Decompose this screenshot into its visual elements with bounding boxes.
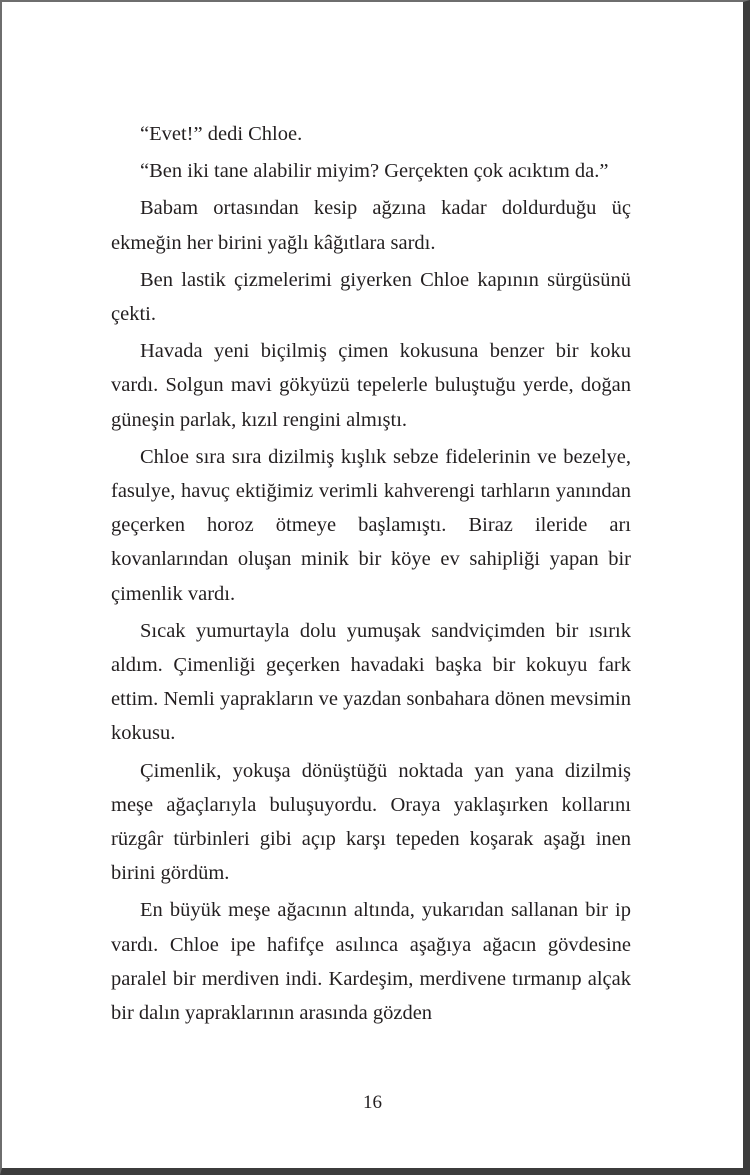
paragraph: “Evet!” dedi Chloe.: [140, 123, 303, 145]
paragraph: “Ben iki tane alabilir miyim? Gerçekten çok acıktım da.”: [140, 160, 609, 183]
page-number: 16: [363, 1092, 382, 1113]
body-text: [111, 117, 631, 1030]
paragraph: Chloe sıra sıra dizilmiş kışlık sebze fidelerinin ve bezelye, fasulye, havuç ektiğimiz verimli kahverengi tarhların yanından geçerken horoz ötmeye başlamıştı. Biraz ileride arı kovanlarından oluşan minik bir köye ev sahipliği yapan bir çimenlik vardı.: [111, 445, 631, 605]
paragraph: Sıcak yumurtayla dolu yumuşak sandviçimden bir ısırık aldım. Çimenliği geçerken havadaki başka bir kokuyu fark ettim. Nemli yaprakların ve yazdan sonbahara dönen mevsimin kokusu.: [111, 619, 631, 745]
paragraph: En büyük meşe ağacının altında, yukarıdan sallanan bir ip vardı. Chloe ipe hafifçe asılınca aşağıya ağacın gövdesine paralel bir merdiven indi. Kardeşim, merdivene tırmanıp alçak bir dalın yapraklarının arasında gözden: [111, 899, 631, 1025]
paragraph: Çimenlik, yokuşa dönüştüğü noktada yan yana dizilmiş meşe ağaçlarıyla buluşuyordu. Oraya yaklaşırken kollarını rüzgâr türbinleri gibi açıp karşı tepeden koşarak aşağı inen birini gördüm.: [111, 759, 631, 885]
paragraph: Babam ortasından kesip ağzına kadar doldurduğu üç ekmeğin her birini yağlı kâğıtlara sardı.: [111, 197, 631, 254]
paragraph: Ben lastik çizmelerimi giyerken Chloe kapının sürgüsünü çekti.: [111, 268, 631, 326]
paragraph: Havada yeni biçilmiş çimen kokusuna benzer bir koku vardı. Solgun mavi gökyüzü tepelerle buluştuğu yerde, doğan güneşin parlak, kızıl rengini almıştı.: [111, 340, 631, 431]
